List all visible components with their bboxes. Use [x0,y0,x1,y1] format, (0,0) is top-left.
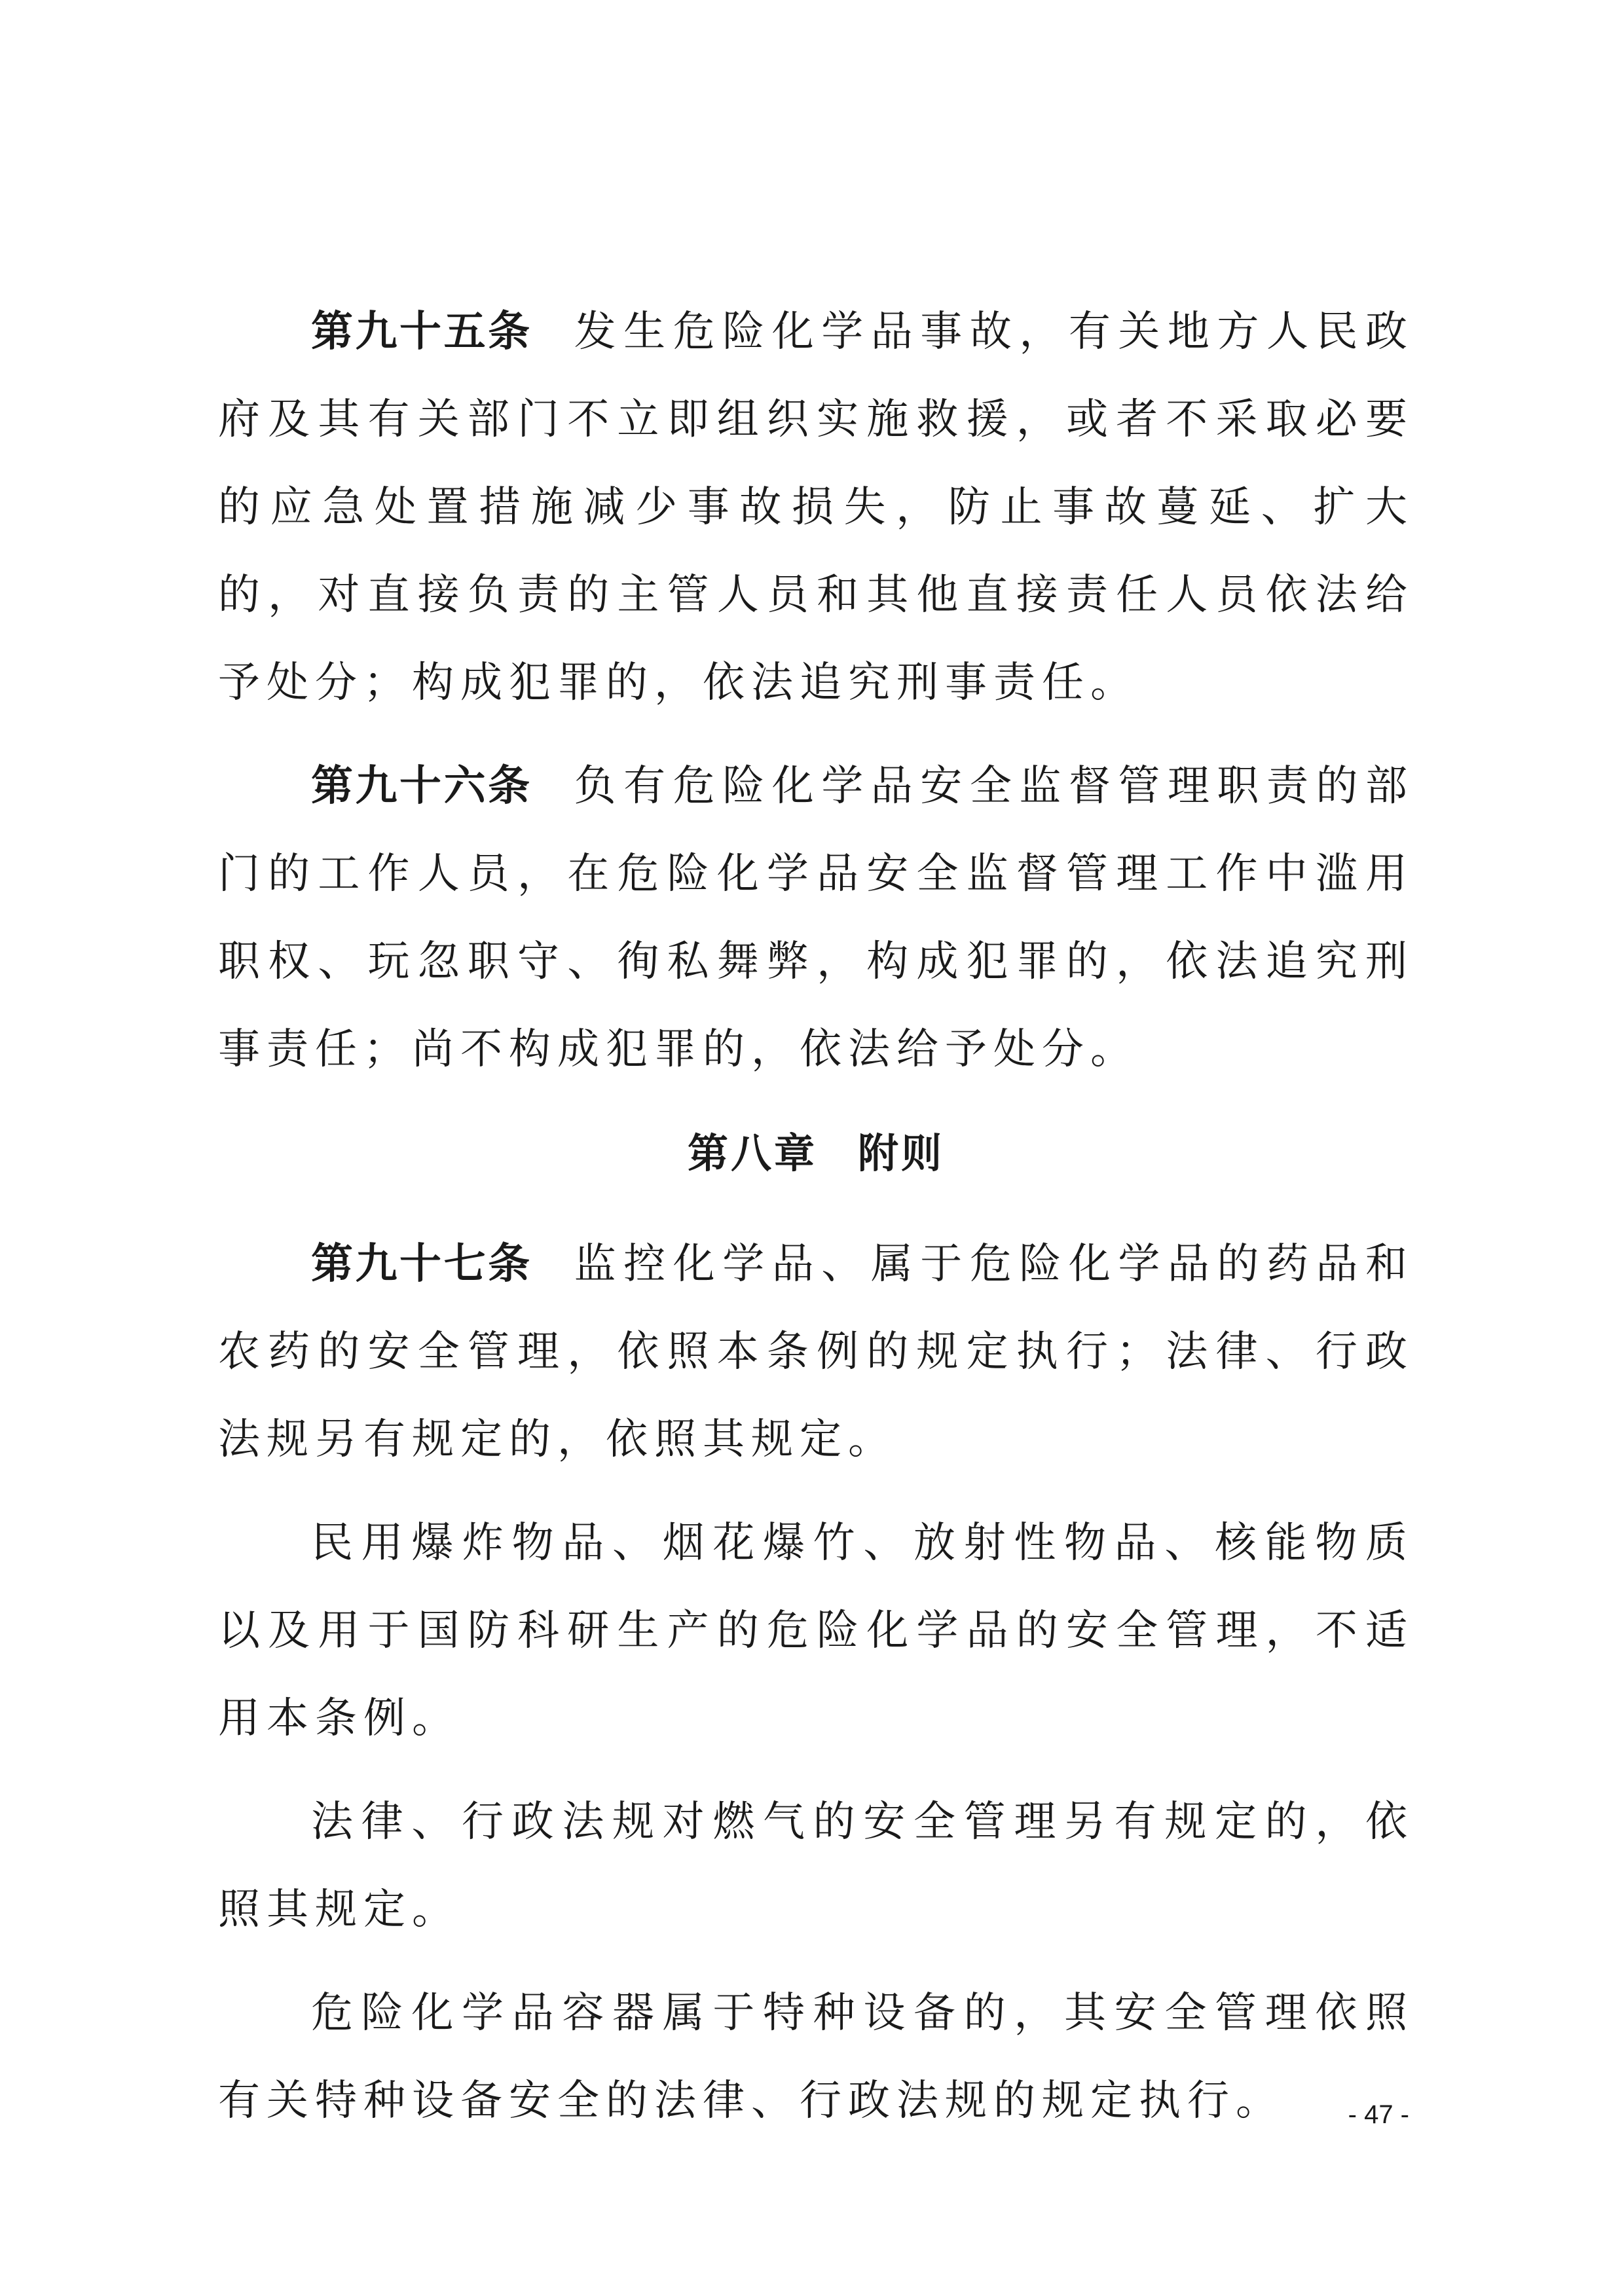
article-text: 负有危险化学品安全监督管理职责的部门的工作人员，在危险化学品安全监督管理工作中滥用职权、玩忽职守、徇私舞弊，构成犯罪的，依法追究刑事责任；尚不构成犯罪的，依法给予处分。 [218,762,1414,1074]
article-number: 第九十五条 [311,308,532,356]
article-97-paragraph: 危险化学品容器属于特种设备的，其安全管理依照有关特种设备安全的法律、行政法规的规定执行。 [218,1989,1414,2125]
chapter-title: 附则 [858,1129,945,1177]
page-number: - 47 - [1348,2100,1409,2129]
article-number: 第九十七条 [311,1240,532,1288]
article-97 [218,1220,1414,1484]
document-body [218,288,1414,2160]
article-97-paragraph: 法律、行政法规对燃气的安全管理另有规定的，依照其规定。 [218,1798,1414,1934]
article-97-paragraph: 民用爆炸物品、烟花爆竹、放射性物品、核能物质以及用于国防科研生产的危险化学品的安全管理，不适用本条例。 [218,1519,1414,1743]
article-95 [218,288,1414,727]
chapter-heading [218,1121,1414,1186]
article-96 [218,742,1414,1093]
chapter-number: 第八章 [687,1129,817,1177]
article-text: 发生危险化学品事故，有关地方人民政府及其有关部门不立即组织实施救援，或者不采取必要的应急处置措施减少事故损失，防止事故蔓延、扩大的，对直接负责的主管人员和其他直接责任人员依法给予处分；构成犯罪的，依法追究刑事责任。 [218,308,1414,707]
article-number: 第九十六条 [311,762,532,811]
article-text: 监控化学品、属于危险化学品的药品和农药的安全管理，依照本条例的规定执行；法律、行政法规另有规定的，依照其规定。 [218,1240,1414,1464]
